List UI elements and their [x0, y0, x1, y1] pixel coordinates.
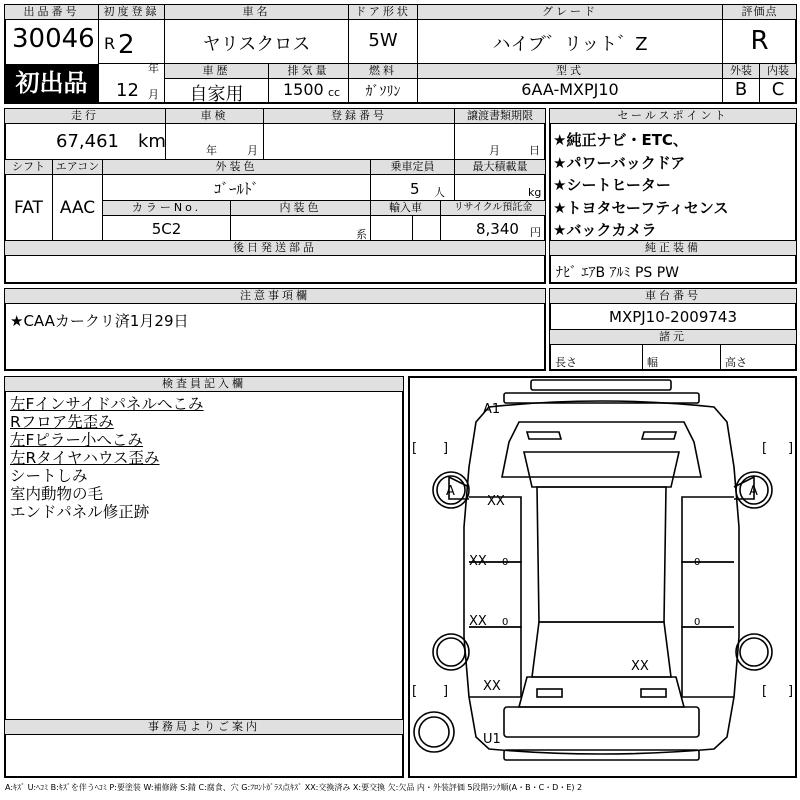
length-label: 長さ	[555, 356, 577, 369]
damage-mark: XX	[631, 659, 649, 674]
mileage-header: 走行	[5, 109, 165, 124]
bracket: [	[412, 441, 418, 456]
tire-mark-right: A	[749, 484, 758, 499]
notes-text: ★CAAカークリ済1月29日	[10, 312, 189, 330]
inspector-line: エンドパネル修正跡	[10, 503, 150, 521]
recycle-unit: 円	[530, 226, 541, 239]
bracket: ]	[443, 684, 449, 699]
exterior-color: ｺﾞｰﾙﾄﾞ	[213, 180, 259, 198]
first-reg-header: 初度登録	[99, 5, 164, 20]
ac: AAC	[59, 198, 96, 218]
interior-header: 内装	[760, 64, 796, 79]
inspector-line: 左Rタイヤハウス歪み	[10, 449, 160, 467]
displacement: 1500	[283, 80, 324, 99]
fuel-header: 燃料	[349, 64, 417, 79]
grade-header: グレード	[418, 5, 722, 20]
model-header: 型式	[418, 64, 722, 79]
sales-point-item: ★トヨタセーフティセンス	[553, 198, 729, 217]
score: R	[750, 26, 769, 56]
lot-number-header: 出品番号	[5, 5, 98, 20]
exterior-header: 外装	[723, 64, 759, 79]
shift-header: シフト	[5, 160, 52, 175]
import-header: 輸入車	[371, 201, 440, 216]
first-listing-badge: 初出品	[5, 64, 98, 103]
damage-mark: XX	[469, 614, 487, 629]
car-name-header: 車名	[165, 5, 348, 20]
inspector-header: 検査員記入欄	[5, 377, 403, 392]
dims-header: 諸元	[550, 330, 796, 345]
bracket: [	[412, 684, 418, 699]
color-header: 外装色	[103, 160, 370, 175]
inspector-line: 左Fインサイドパネルへこみ	[10, 395, 204, 413]
interior-color-header: 内装色	[231, 201, 370, 216]
capacity-unit: 人	[434, 186, 445, 199]
month-unit: 月	[148, 88, 159, 101]
damage-mark: XX	[483, 679, 501, 694]
interior-grade: C	[771, 79, 785, 100]
exterior-grade: B	[734, 79, 748, 100]
displacement-header: 排気量	[269, 64, 348, 79]
zero-mark: 0	[502, 617, 509, 628]
history-header: 車歴	[165, 64, 268, 79]
later-parts-header: 後日発送部品	[5, 241, 545, 256]
bracket: [	[762, 684, 768, 699]
transfer-header: 譲渡書類期限	[455, 109, 545, 124]
equipment-value: ﾅﾋﾞ ｴｱB ｱﾙﾐ PS PW	[556, 265, 680, 281]
grade: ハイブ゛リット゛Z	[492, 34, 648, 55]
color-no: 5C2	[151, 220, 182, 238]
inspector-line: 左Fピラー小へこみ	[10, 431, 143, 449]
first-reg-year: 2	[118, 30, 135, 60]
bracket: ]	[443, 441, 449, 456]
damage-mark: XX	[487, 494, 505, 509]
sales-point-item: ★シートヒーター	[553, 176, 671, 194]
load-header: 最大積載量	[455, 160, 545, 175]
recycle-header: リサイクル預託金	[441, 201, 545, 216]
sales-points-header: セールスポイント	[550, 109, 796, 124]
diagram-label-a1: A1	[483, 402, 501, 417]
width-label: 幅	[647, 356, 658, 369]
load-unit: kg	[528, 186, 542, 199]
bracket: ]	[788, 684, 794, 699]
inspection-month-unit: 月	[247, 144, 258, 157]
year-unit: 年	[148, 62, 159, 75]
diagram-label-u1: U1	[483, 732, 501, 747]
sales-points-list	[553, 129, 793, 242]
reg-no-header: 登録番号	[264, 109, 454, 124]
era: R	[104, 34, 116, 53]
ac-header: エアコン	[53, 160, 102, 175]
inspector-lines	[10, 395, 400, 521]
chassis-number: MXPJ10-2009743	[609, 308, 737, 326]
bracket: ]	[788, 441, 794, 456]
door-header: ドア形状	[349, 5, 417, 20]
transfer-day-unit: 日	[529, 144, 540, 157]
door-type: 5W	[368, 30, 398, 51]
sales-point-item: ★バックカメラ	[553, 221, 657, 239]
displacement-unit: cc	[328, 86, 341, 99]
office-header: 事務局よりご案内	[5, 720, 403, 735]
damage-mark: XX	[469, 554, 487, 569]
equipment-header: 純正装備	[550, 241, 796, 256]
zero-mark: 0	[694, 557, 701, 568]
zero-mark: 0	[694, 617, 701, 628]
interior-color-unit: 系	[356, 228, 367, 241]
bracket: [	[762, 441, 768, 456]
legend: A:ｷｽﾞ U:ﾍｺﾐ B:ｷｽﾞを伴うﾍｺﾐ P:要塗装 W:補修跡 S:錆 C:腐食、穴 G:ﾌﾛﾝﾄｶﾞﾗｽ点ｷｽﾞ XX:交換済み X:要交換 欠:欠品 内・外装評価 5段階ﾗﾝｸ順(A・B・C・D・E) 2	[5, 783, 583, 792]
car-name: ヤリスクロス	[202, 34, 311, 55]
transfer-month-unit: 月	[489, 144, 500, 157]
sales-point-item: ★純正ナビ・ETC、	[553, 131, 688, 149]
inspector-line: 室内動物の毛	[10, 485, 104, 503]
sales-point-item: ★パワーバックドア	[553, 153, 686, 172]
lot-number: 30046	[12, 24, 95, 54]
height-label: 高さ	[725, 356, 747, 369]
first-reg-month: 12	[116, 80, 139, 101]
mileage-unit: km	[138, 131, 166, 152]
shift: FAT	[14, 198, 43, 218]
chassis-header: 車台番号	[550, 289, 796, 304]
history: 自家用	[189, 84, 244, 105]
capacity-header: 乗車定員	[371, 160, 454, 175]
inspector-line: シートしみ	[10, 467, 88, 485]
inspector-line: Rフロア先歪み	[10, 413, 114, 431]
car-diagram	[409, 377, 796, 777]
notes-header: 注意事項欄	[5, 289, 545, 304]
inspection-header: 車検	[166, 109, 263, 124]
capacity: 5	[410, 180, 420, 198]
recycle-fee: 8,340	[476, 220, 519, 238]
zero-mark: 0	[502, 557, 509, 568]
fuel: ｶﾞｿﾘﾝ	[365, 84, 401, 100]
tire-mark-left: A	[446, 484, 455, 499]
score-header: 評価点	[723, 5, 796, 20]
mileage: 67,461	[56, 131, 119, 152]
color-no-header: カラーNo.	[103, 201, 230, 216]
model-code: 6AA-MXPJ10	[521, 80, 619, 99]
inspection-year-unit: 年	[206, 144, 217, 157]
